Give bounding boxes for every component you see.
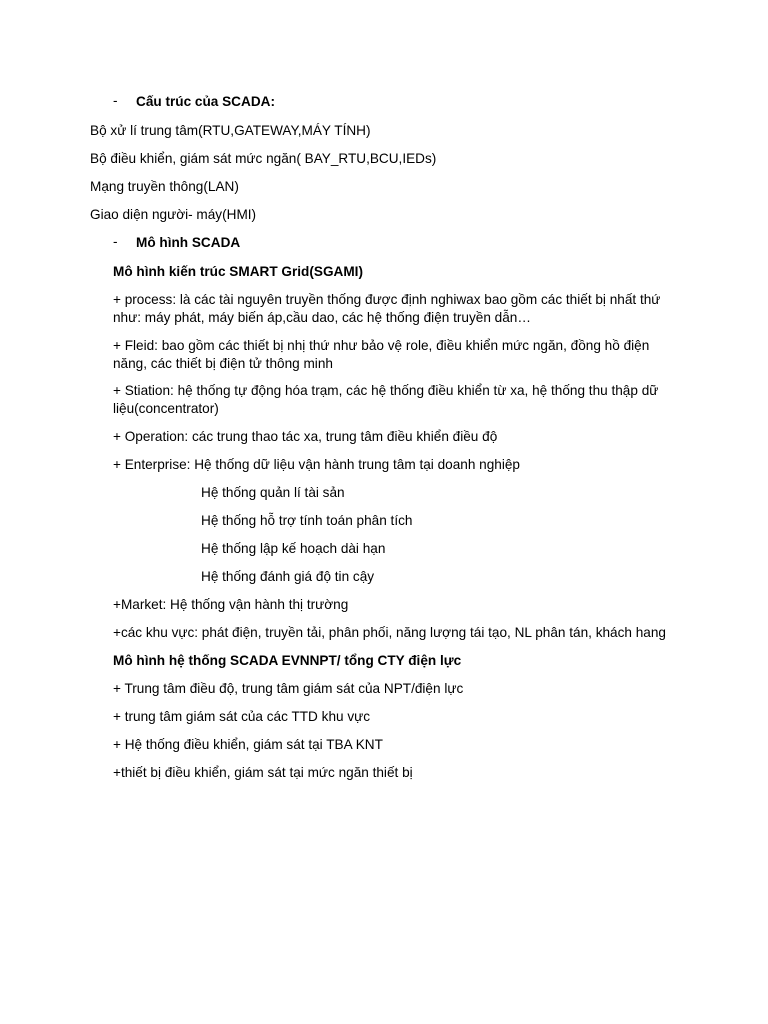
enterprise-item: Hệ thống lập kế hoạch dài hạn <box>201 541 386 556</box>
bullet-dash: - <box>113 234 118 249</box>
section-heading-model: Mô hình SCADA <box>136 235 241 250</box>
evn-item: + Hệ thống điều khiển, giám sát tại TBA KNT <box>113 737 383 752</box>
bullet-dash: - <box>113 93 118 108</box>
enterprise-item: Hệ thống quản lí tài sản <box>201 485 345 500</box>
structure-item: Bộ xử lí trung tâm(RTU,GATEWAY,MÁY TÍNH) <box>90 123 371 138</box>
enterprise-item: Hệ thống đánh giá độ tin cậy <box>201 569 375 584</box>
paragraph-field: + Fleid: bao gồm các thiết bị nhị thứ như bảo vệ role, điều khiển mức ngăn, đồng hồ điện năng, các thiết bị điện tử thông minh <box>113 338 650 371</box>
paragraph-station: + Stiation: hệ thống tự động hóa trạm, các hệ thống điều khiển từ xa, hệ thống thu thập dữ liệu(concentrator) <box>113 383 659 416</box>
paragraph-regions: +các khu vực: phát điện, truyền tải, phân phối, năng lượng tái tạo, NL phân tán, khách hang <box>113 625 666 640</box>
paragraph-enterprise: + Enterprise: Hệ thống dữ liệu vận hành trung tâm tại doanh nghiệp <box>113 457 520 472</box>
evn-item: + trung tâm giám sát của các TTD khu vực <box>113 709 371 724</box>
structure-item: Mạng truyền thông(LAN) <box>90 179 239 194</box>
section-heading-structure: Cấu trúc của SCADA: <box>136 94 275 109</box>
enterprise-item: Hệ thống hỗ trợ tính toán phân tích <box>201 513 413 528</box>
subheading-smart-grid: Mô hình kiến trúc SMART Grid(SGAMI) <box>113 264 363 279</box>
evn-item: +thiết bị điều khiển, giám sát tại mức ngăn thiết bị <box>113 765 413 780</box>
paragraph-process: + process: là các tài nguyên truyền thống được định nghiwax bao gồm các thiết bị nhất thứ như: máy phát, máy biến áp,cầu dao, các hệ thống điện truyền dẫn… <box>113 292 661 325</box>
subheading-evnnpt: Mô hình hệ thống SCADA EVNNPT/ tổng CTY điện lực <box>113 653 462 668</box>
paragraph-market: +Market: Hệ thống vận hành thị trường <box>113 597 349 612</box>
paragraph-operation: + Operation: các trung thao tác xa, trung tâm điều khiển điều độ <box>113 429 498 444</box>
evn-item: + Trung tâm điều độ, trung tâm giám sát của NPT/điện lực <box>113 681 464 696</box>
structure-item: Bộ điều khiển, giám sát mức ngăn( BAY_RTU,BCU,IEDs) <box>90 151 437 166</box>
structure-item: Giao diện người- máy(HMI) <box>90 207 257 222</box>
